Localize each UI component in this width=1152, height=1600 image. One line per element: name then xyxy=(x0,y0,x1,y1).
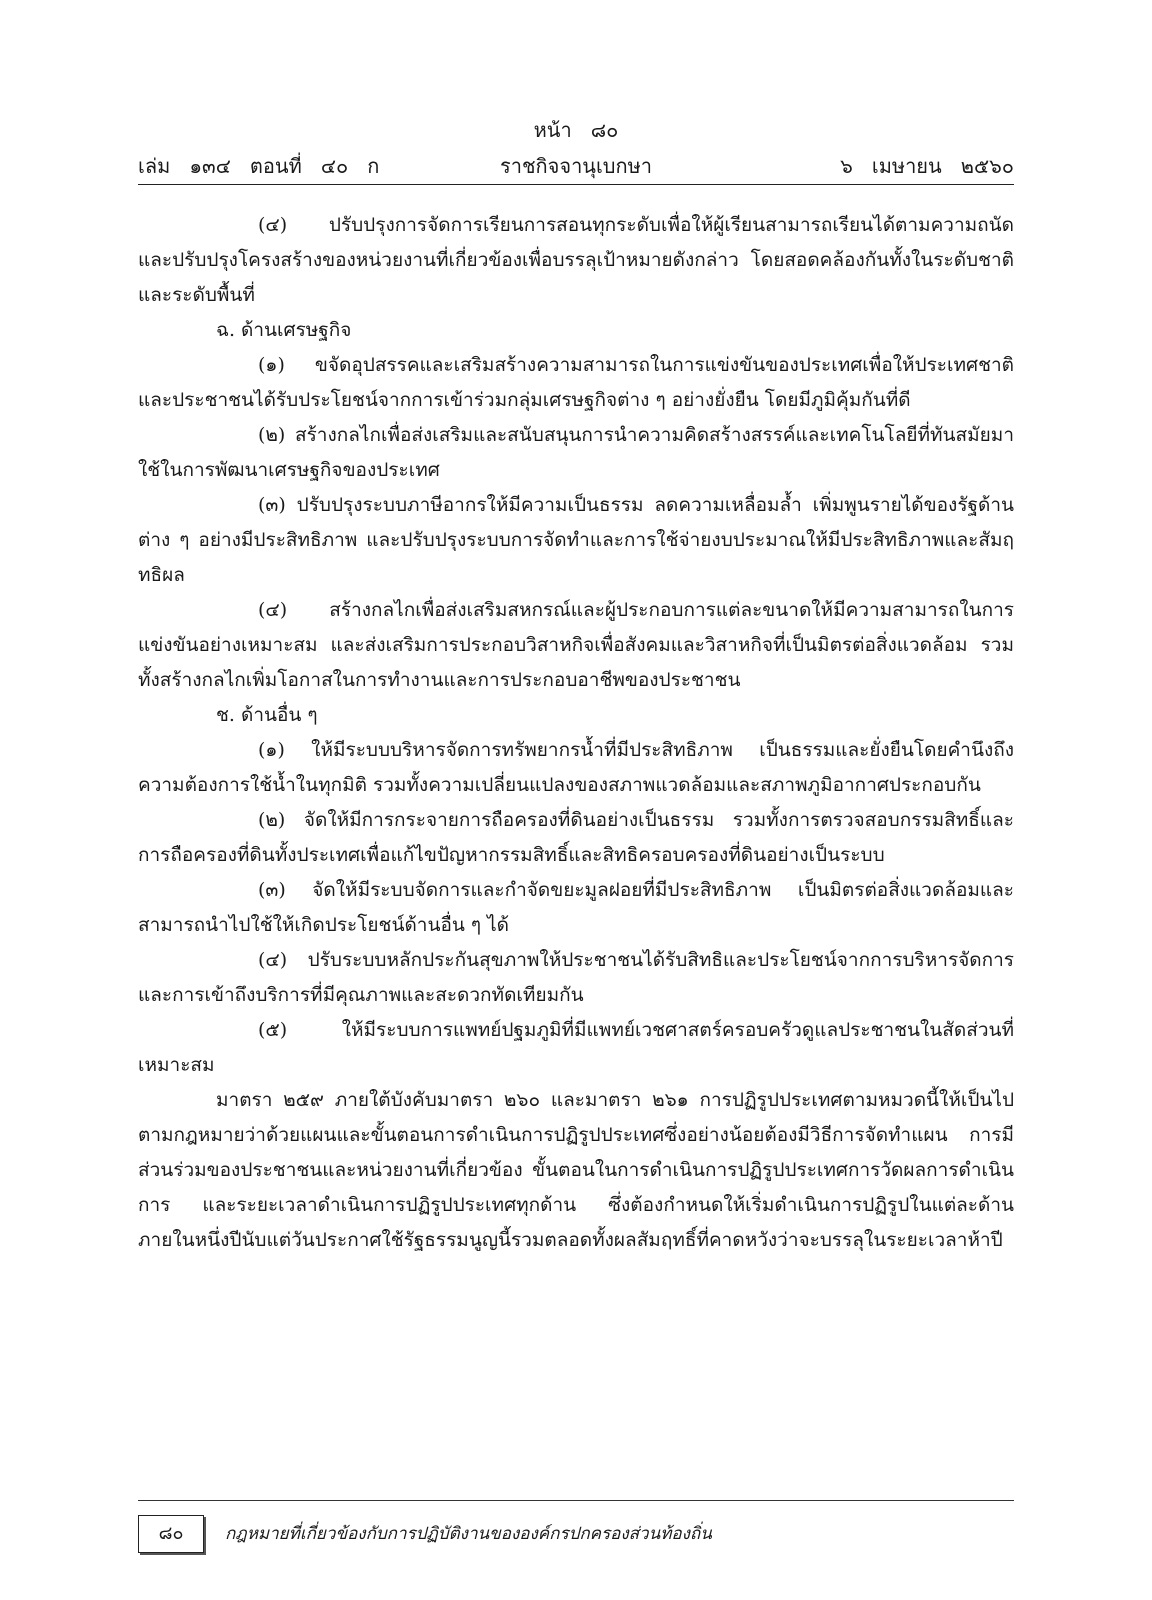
section-259: มาตรา ๒๕๙ ภายใต้บังคับมาตรา ๒๖๐ และมาตรา ๒๖๑ การปฏิรูปประเทศตามหมวดนี้ให้เป็นไปตามกฎหมายว่าด้วยแผนและขั้นตอนการดำเนินการปฏิรูปประเทศซึ่งอย่างน้อยต้องมีวิธีการจัดทำแผน การมีส่วนร่วมของประชาชนและหน่วยงานที่เกี่ยวข้อง ขั้นตอนในการดำเนินการปฏิรูปประเทศการวัดผลการดำเนินการ และระยะเวลาดำเนินการปฏิรูปประเทศทุกด้าน ซึ่งต้องกำหนดให้เริ่มดำเนินการปฏิรูปในแต่ละด้านภายในหนึ่งปีนับแต่วันประกาศใช้รัฐธรรมนูญนี้รวมตลอดทั้งผลสัมฤทธิ์ที่คาดหวังว่าจะบรรลุในระยะเวลาห้าปี xyxy=(138,1089,1014,1251)
volume-issue: เล่ม ๑๓๔ ตอนที่ ๔๐ ก xyxy=(138,154,380,178)
page-label: หน้า ๘๐ xyxy=(533,118,619,142)
publication-name: ราชกิจจานุเบกษา xyxy=(499,154,653,178)
paragraph-other-4: (๔) ปรับระบบหลักประกันสุขภาพให้ประชาชนได้รับสิทธิและประโยชน์จากการบริหารจัดการและการเข้าถึงบริการที่มีคุณภาพและสะดวกทัดเทียมกัน xyxy=(138,949,1014,1006)
paragraph-economy-1: (๑) ขจัดอุปสรรคและเสริมสร้างความสามารถในการแข่งขันของประเทศเพื่อให้ประเทศชาติและประชาชนได้รับประโยชน์จากการเข้าร่วมกลุ่มเศรษฐกิจต่าง ๆ อย่างยั่งยืน โดยมีภูมิคุ้มกันที่ดี xyxy=(138,354,1014,411)
paragraph-other-2: (๒) จัดให้มีการกระจายการถือครองที่ดินอย่างเป็นธรรม รวมทั้งการตรวจสอบกรรมสิทธิ์และการถือครองที่ดินทั้งประเทศเพื่อแก้ไขปัญหากรรมสิทธิ์และสิทธิครอบครองที่ดินอย่างเป็นระบบ xyxy=(138,809,1014,866)
document-body xyxy=(138,208,1014,1258)
footer-book-title: กฎหมายที่เกี่ยวข้องกับการปฏิบัติงานขององค์กรปกครองส่วนท้องถิ่น xyxy=(225,1524,712,1544)
paragraph-other-3: (๓) จัดให้มีระบบจัดการและกำจัดขยะมูลฝอยที่มีประสิทธิภาพ เป็นมิตรต่อสิ่งแวดล้อมและสามารถนำไปใช้ให้เกิดประโยชน์ด้านอื่น ๆ ได้ xyxy=(138,879,1014,936)
paragraph-economy-4: (๔) สร้างกลไกเพื่อส่งเสริมสหกรณ์และผู้ประกอบการแต่ละขนาดให้มีความสามารถในการแข่งขันอย่างเหมาะสม และส่งเสริมการประกอบวิสาหกิจเพื่อสังคมและวิสาหกิจที่เป็นมิตรต่อสิ่งแวดล้อม รวมทั้งสร้างกลไกเพิ่มโอกาสในการทำงานและการประกอบอาชีพของประชาชน xyxy=(138,599,1014,691)
footer-page-number: ๘๐ xyxy=(138,1515,204,1553)
header-divider xyxy=(138,184,1014,185)
section-heading-other: ช. ด้านอื่น ๆ xyxy=(216,704,318,726)
gazette-header xyxy=(138,150,1014,180)
publication-date: ๖ เมษายน ๒๕๖๐ xyxy=(840,154,1014,178)
section-heading-economy: ฉ. ด้านเศรษฐกิจ xyxy=(216,319,352,341)
paragraph-economy-2: (๒) สร้างกลไกเพื่อส่งเสริมและสนับสนุนการนำความคิดสร้างสรรค์และเทคโนโลยีที่ทันสมัยมาใช้ในการพัฒนาเศรษฐกิจของประเทศ xyxy=(138,424,1014,481)
footer-divider xyxy=(138,1500,1014,1501)
paragraph-economy-3: (๓) ปรับปรุงระบบภาษีอากรให้มีความเป็นธรรม ลดความเหลื่อมล้ำ เพิ่มพูนรายได้ของรัฐด้านต่าง ๆ อย่างมีประสิทธิภาพ และปรับปรุงระบบการจัดทำและการใช้จ่ายงบประมาณให้มีประสิทธิภาพและสัมฤทธิผล xyxy=(138,494,1014,586)
paragraph-other-1: (๑) ให้มีระบบบริหารจัดการทรัพยากรน้ำที่มีประสิทธิภาพ เป็นธรรมและยั่งยืนโดยคำนึงถึงความต้องการใช้น้ำในทุกมิติ รวมทั้งความเปลี่ยนแปลงของสภาพแวดล้อมและสภาพภูมิอากาศประกอบกัน xyxy=(138,739,1014,796)
paragraph-education-4: (๔) ปรับปรุงการจัดการเรียนการสอนทุกระดับเพื่อให้ผู้เรียนสามารถเรียนได้ตามความถนัด และปรับปรุงโครงสร้างของหน่วยงานที่เกี่ยวข้องเพื่อบรรลุเป้าหมายดังกล่าว โดยสอดคล้องกันทั้งในระดับชาติและระดับพื้นที่ xyxy=(138,214,1014,306)
paragraph-other-5: (๕) ให้มีระบบการแพทย์ปฐมภูมิที่มีแพทย์เวชศาสตร์ครอบครัวดูแลประชาชนในสัดส่วนที่เหมาะสม xyxy=(138,1019,1014,1076)
